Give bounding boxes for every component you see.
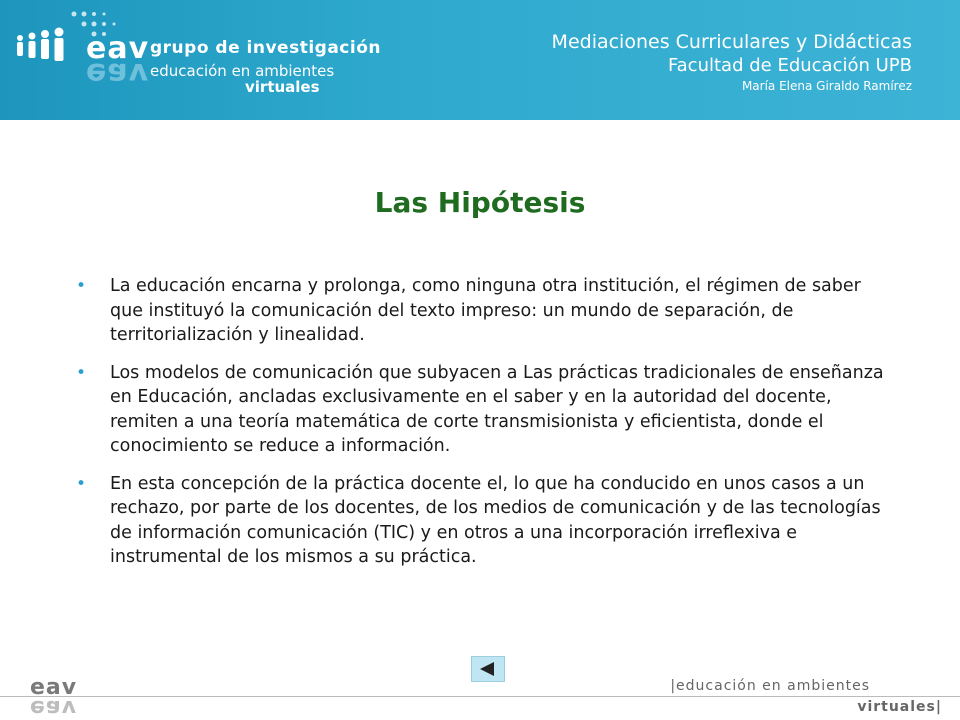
bullet-text: La educación encarna y prolonga, como ninguna otra institución, el régimen de saber que instituyó la comunicación del texto impreso: un mundo de separación, de territorialización y linealidad. xyxy=(110,276,861,345)
bullet-icon: • xyxy=(76,362,87,383)
back-button[interactable] xyxy=(471,656,505,682)
header-subtitle-line2: virtuales xyxy=(245,78,320,96)
bullet-icon: • xyxy=(76,276,87,296)
bullet-list xyxy=(76,274,896,583)
footer-divider xyxy=(0,696,960,697)
footer-logo-reflection: eav xyxy=(30,695,78,720)
footer-text-line2: virtuales| xyxy=(857,699,942,715)
header-subtitle-line1: educación en ambientes xyxy=(150,62,335,80)
header-banner xyxy=(0,0,960,120)
group-label: grupo de investigación xyxy=(150,38,381,58)
course-title: Mediaciones Curriculares y Didácticas xyxy=(551,31,912,53)
footer-text-line1: |educación en ambientes xyxy=(670,678,870,694)
bullet-item xyxy=(76,274,896,348)
header-logo-reflection: eav xyxy=(86,56,150,91)
bullet-text: Los modelos de comunicación que subyacen a Las prácticas tradicionales de enseñanza en Educación, ancladas exclusivamente en el saber y en la autoridad del docente, remiten a una teoría matemática de corte transmisionista y eficientista, donde el conocimiento se reduce a información. xyxy=(110,362,884,456)
course-info xyxy=(552,30,912,95)
slide-title: Las Hipótesis xyxy=(374,186,586,219)
footer-logo: eav xyxy=(30,675,78,700)
people-icon xyxy=(14,26,84,66)
header-logo: eav xyxy=(86,31,150,66)
bullet-icon: • xyxy=(76,473,87,494)
bullet-item xyxy=(76,361,896,459)
author-name: María Elena Giraldo Ramírez xyxy=(741,79,912,93)
bullet-text: En esta concepción de la práctica docente el, lo que ha conducido en unos casos a un rechazo, por parte de los docentes, de los medios de comunicación y de las tecnologías de información comunicación (TIC) y en otros a una incorporación irreflexiva e instrumental de los mismos a su práctica. xyxy=(110,473,881,567)
triangle-left-icon xyxy=(480,662,494,676)
faculty-name: Facultad de Educación UPB xyxy=(667,55,912,76)
bullet-item xyxy=(76,472,896,570)
